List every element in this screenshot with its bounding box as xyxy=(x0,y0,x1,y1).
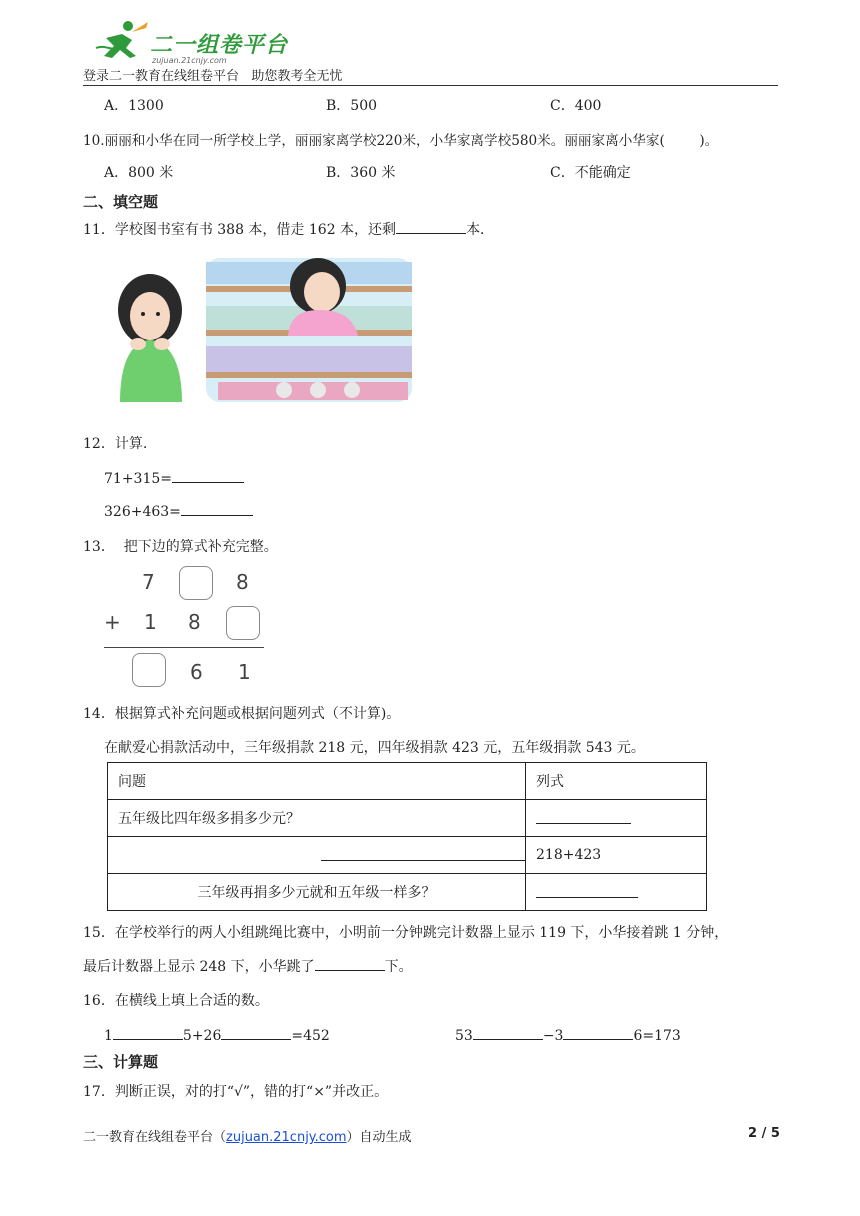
q14-title: 14．根据算式补充问题或根据问题列式（不计算)。 xyxy=(83,706,401,722)
digit-7: 7 xyxy=(142,570,155,594)
q9-option-a[interactable]: A．1300 xyxy=(104,98,164,114)
digit-6: 6 xyxy=(190,660,203,684)
question-11 xyxy=(83,219,494,239)
row1-question: 五年级比四年级多捐多少元？ xyxy=(108,800,526,837)
header-rule xyxy=(83,85,778,86)
row1-formula-blank[interactable] xyxy=(536,809,631,824)
q12-line-1 xyxy=(104,468,244,487)
q15-text-end: 下。 xyxy=(384,959,413,975)
row2-question-blank[interactable] xyxy=(321,846,525,861)
logo-subtext: zujuan.21cnjy.com xyxy=(152,56,227,65)
q12-answer-blank-1[interactable] xyxy=(172,468,244,483)
q16-right-blank-1[interactable] xyxy=(473,1025,543,1040)
footer xyxy=(83,1126,412,1145)
table-row xyxy=(108,800,707,837)
q11-text: 11．学校图书室有书 388 本，借走 162 本，还剩 xyxy=(83,222,397,238)
table-row xyxy=(108,837,707,874)
q16-right-part-c: 6=173 xyxy=(633,1028,681,1044)
logo-text: 二一组卷平台 xyxy=(150,33,289,58)
row3-formula-blank[interactable] xyxy=(536,883,638,898)
section-title-calculation: 三、计算题 xyxy=(83,1053,159,1071)
q11-answer-blank[interactable] xyxy=(396,219,466,234)
row2-question-cell[interactable] xyxy=(108,837,526,874)
q16-left-blank-1[interactable] xyxy=(113,1025,183,1040)
footer-text-end: ）自动生成 xyxy=(346,1130,412,1145)
q14-table xyxy=(107,762,707,911)
row2-formula: 218+423 xyxy=(526,837,707,874)
q15-answer-blank[interactable] xyxy=(315,956,385,971)
runner-logo-icon xyxy=(92,18,150,62)
q12-expression-2: 326+463= xyxy=(104,504,181,520)
q12-expression-1: 71+315= xyxy=(104,471,172,487)
footer-text: 二一教育在线组卷平台（ xyxy=(83,1130,227,1145)
header-slogan: 登录二一教育在线组卷平台 助您教考全无忧 xyxy=(83,69,343,84)
q16-left-part-b: 5+26 xyxy=(182,1028,222,1044)
bookshelf-scene xyxy=(206,258,412,402)
q15-text: 最后计数器上显示 248 下，小华跳了 xyxy=(83,959,315,975)
q16-right-equation xyxy=(455,1025,681,1044)
q16-right-part-b: −3 xyxy=(542,1028,564,1044)
q11-text-end: 本． xyxy=(466,222,495,238)
q15-line-2 xyxy=(83,956,413,976)
missing-digit-box-3[interactable] xyxy=(132,653,166,687)
q10-option-c[interactable]: C．不能确定 xyxy=(550,165,631,181)
page-number: 2 / 5 xyxy=(748,1126,780,1141)
missing-digit-box-1[interactable] xyxy=(179,566,213,600)
q16-title: 16．在横线上填上合适的数。 xyxy=(83,993,269,1009)
row3-question: 三年级再捐多少元就和五年级一样多？ xyxy=(108,874,526,911)
q10-option-a[interactable]: A．800 米 xyxy=(104,165,174,181)
missing-digit-box-2[interactable] xyxy=(226,606,260,640)
q15-line-1: 15．在学校举行的两人小组跳绳比赛中，小明前一分钟跳完计数器上显示 119 下，小华接着跳 1 分钟， xyxy=(83,925,729,941)
plus-sign: + xyxy=(104,610,121,634)
table-header-row xyxy=(108,763,707,800)
digit-1-bottom: 1 xyxy=(238,660,251,684)
q16-right-blank-2[interactable] xyxy=(563,1025,633,1040)
q9-option-c[interactable]: C．400 xyxy=(550,98,602,114)
section-title-fill-blank: 二、填空题 xyxy=(83,193,159,211)
q13-title: 13． 把下边的算式补充完整。 xyxy=(83,539,278,555)
q16-left-part-a: 1 xyxy=(104,1028,113,1044)
footer-link[interactable]: zujuan.21cnjy.com xyxy=(226,1130,347,1145)
digit-8-top: 8 xyxy=(236,570,249,594)
q14-context: 在献爱心捐款活动中，三年级捐款 218 元，四年级捐款 423 元，五年级捐款 543 元。 xyxy=(104,740,645,756)
sum-line xyxy=(104,647,264,648)
q16-right-part-a: 53 xyxy=(455,1028,473,1044)
thinking-girl-figure xyxy=(118,274,182,402)
digit-1-middle: 1 xyxy=(144,610,157,634)
q12-title: 12．计算. xyxy=(83,436,148,452)
row1-formula-cell[interactable] xyxy=(526,800,707,837)
row3-formula-cell[interactable] xyxy=(526,874,707,911)
q9-option-b[interactable]: B．500 xyxy=(326,98,378,114)
q10-option-b[interactable]: B．360 米 xyxy=(326,165,396,181)
q17-title: 17．判断正误，对的打“√”，错的打“×”并改正。 xyxy=(83,1084,389,1100)
digit-8-middle: 8 xyxy=(188,610,201,634)
q16-left-part-c: =452 xyxy=(291,1028,330,1044)
q16-left-blank-2[interactable] xyxy=(221,1025,291,1040)
q16-left-equation xyxy=(104,1025,330,1044)
header-formula: 列式 xyxy=(526,763,707,800)
table-row xyxy=(108,874,707,911)
q10-stem: 10.丽丽和小华在同一所学校上学，丽丽家离学校220米，小华家离学校580米。丽丽家离小华家( )。 xyxy=(83,133,719,149)
q12-line-2 xyxy=(104,501,253,520)
header-question: 问题 xyxy=(108,763,526,800)
library-illustration xyxy=(108,252,414,404)
q12-answer-blank-2[interactable] xyxy=(181,501,253,516)
